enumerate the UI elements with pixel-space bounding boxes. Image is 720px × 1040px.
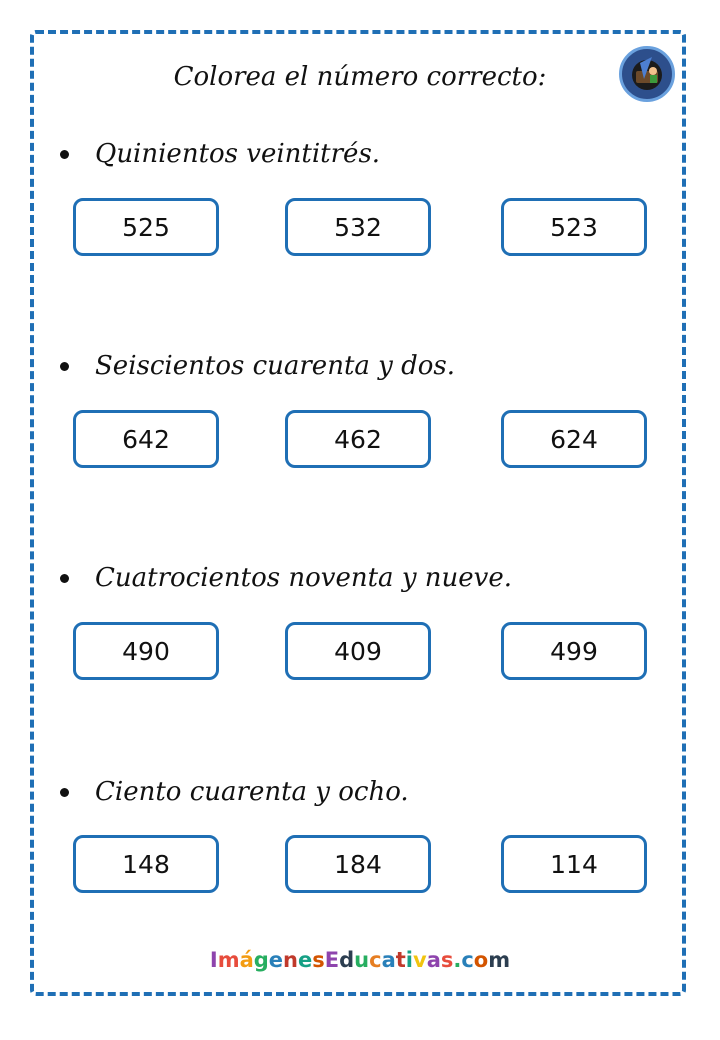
footer-letter: u (354, 948, 370, 972)
footer-letter: á (239, 948, 254, 972)
footer-letter: c (369, 948, 382, 972)
footer-letter: . (453, 948, 462, 972)
question-1-line (60, 136, 380, 172)
footer-letter: d (339, 948, 355, 972)
question-2-option-2[interactable]: 462 (285, 410, 431, 468)
footer-letter: g (253, 948, 269, 972)
question-2-text: Seiscientos cuarenta y dos. (95, 351, 456, 381)
question-1-text: Quinientos veintitrés. (95, 139, 381, 169)
footer-letter: n (283, 948, 298, 972)
question-3-line (60, 560, 512, 596)
footer-letter: o (473, 948, 489, 972)
question-4-text: Ciento cuarenta y ocho. (95, 777, 409, 807)
bullet-icon (60, 150, 69, 159)
question-3-option-2[interactable]: 409 (285, 622, 431, 680)
footer-letter: i (405, 948, 413, 972)
question-4-option-2[interactable]: 184 (285, 835, 431, 893)
footer-letter: m (488, 948, 511, 972)
educational-site-logo-icon (619, 46, 675, 102)
footer-letter: I (209, 948, 218, 972)
question-3-option-3[interactable]: 499 (501, 622, 647, 680)
bullet-icon (60, 574, 69, 583)
site-footer-link[interactable] (0, 948, 720, 972)
footer-letter: s (312, 948, 325, 972)
page-title: Colorea el número correcto: (173, 62, 547, 92)
question-3-option-1[interactable]: 490 (73, 622, 219, 680)
question-2-option-3[interactable]: 624 (501, 410, 647, 468)
footer-letter: s (440, 948, 454, 972)
question-4-option-3[interactable]: 114 (501, 835, 647, 893)
footer-letter: a (426, 948, 441, 972)
footer-letter: c (461, 948, 474, 972)
footer-text (210, 948, 510, 972)
footer-letter: t (395, 948, 406, 972)
bullet-icon (60, 788, 69, 797)
question-1-option-2[interactable]: 532 (285, 198, 431, 256)
footer-letter: e (298, 948, 313, 972)
footer-letter: e (268, 948, 284, 972)
footer-letter: a (381, 948, 396, 972)
question-2-option-1[interactable]: 642 (73, 410, 219, 468)
question-1-option-3[interactable]: 523 (501, 198, 647, 256)
question-2-line (60, 348, 455, 384)
footer-letter: v (412, 948, 427, 972)
bullet-icon (60, 362, 69, 371)
footer-letter: E (324, 948, 340, 972)
footer-letter: m (217, 948, 240, 972)
question-1-option-1[interactable]: 525 (73, 198, 219, 256)
question-3-text: Cuatrocientos noventa y nueve. (95, 563, 512, 593)
question-4-option-1[interactable]: 148 (73, 835, 219, 893)
question-4-line (60, 774, 409, 810)
